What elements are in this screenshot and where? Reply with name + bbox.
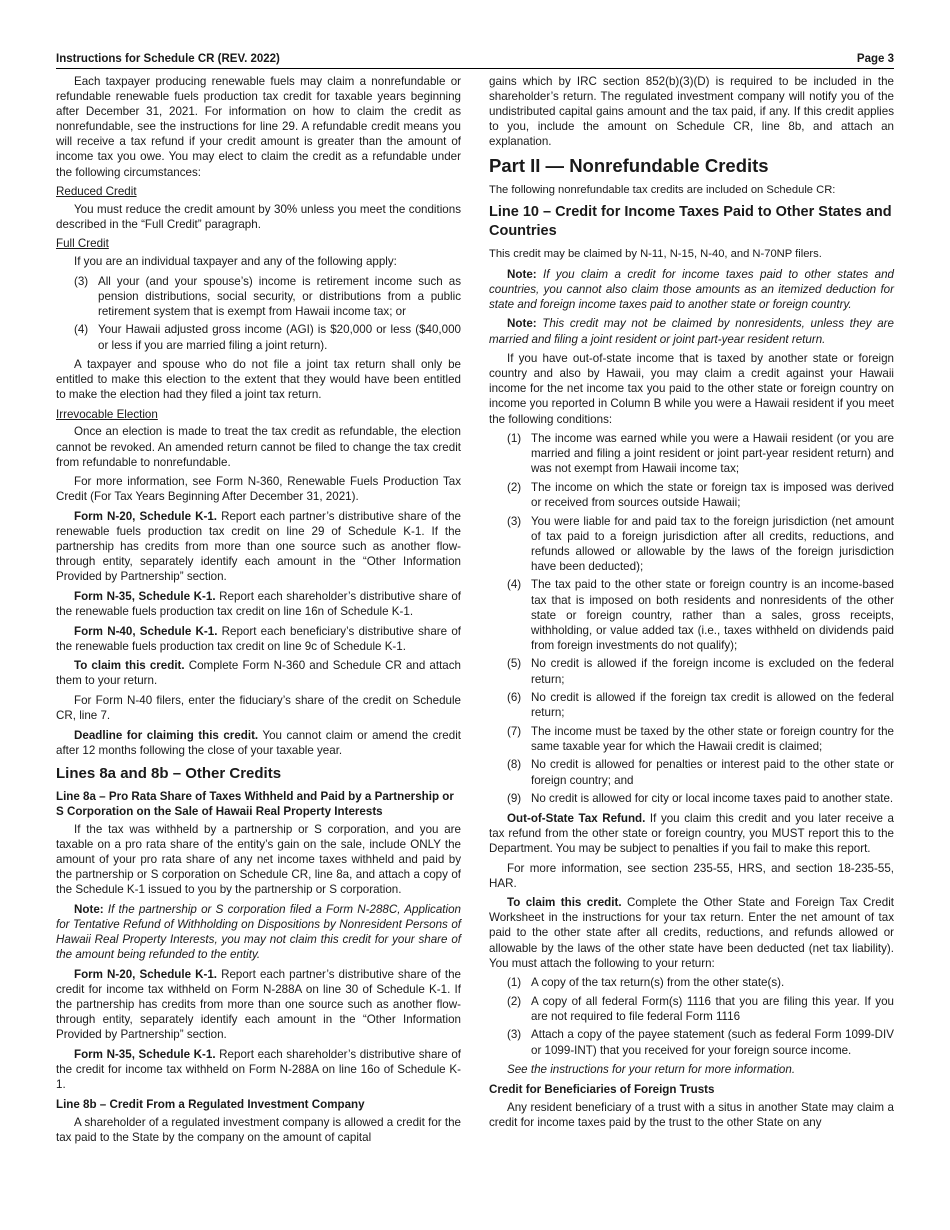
- left-column: [56, 74, 461, 1149]
- list-item: (2) A copy of all federal Form(s) 1116 that you are filing this year. If you are not required to file federal Form 1116: [507, 994, 894, 1023]
- list-item: (4) The tax paid to the other state or foreign country is an income-based tax that is imposed on both residents and nonresidents of the other state or foreign country, rather than a sales, gross receipts, withholding, or value added tax (i.e., taxes withheld on dividends paid from foreign investments do not qualify);: [507, 578, 894, 652]
- foreign-trusts-text: Any resident beneficiary of a trust with a situs in another State may claim a credit for income taxes paid by the trust to the other State on any: [489, 1100, 894, 1129]
- list-item: (2) The income on which the state or foreign tax is imposed was derived or received from sources outside Hawaii;: [507, 480, 894, 509]
- part-ii-intro: The following nonrefundable tax credits are included on Schedule CR:: [489, 184, 836, 197]
- line-10-note-2: Note: This credit may not be claimed by nonresidents, unless they are married and filing a joint resident or joint part-year resident return.: [489, 317, 894, 346]
- claim-credit-paragraph: To claim this credit. Complete Form N-360 and Schedule CR and attach them to your return.: [56, 659, 461, 688]
- reduced-credit-heading: Reduced Credit: [56, 185, 137, 199]
- line-8a-note: Note: If the partnership or S corporation filed a Form N-288C, Application for Tentative Refund of Withholding on Dispositions by Nonresident Persons of Hawaii Real Property Interests, you may not claim this credit for your share of the amount being refunded to the entity.: [56, 903, 461, 962]
- attachments-list: [489, 975, 894, 1057]
- list-item: (3) Attach a copy of the payee statement (such as federal Form 1099-DIV or 1099-INT) that you received for your foreign source income.: [507, 1028, 894, 1057]
- page-header: [56, 50, 894, 69]
- list-item: (1) A copy of the tax return(s) from the other state(s).: [507, 976, 785, 990]
- lines-8a-8b-heading: Lines 8a and 8b – Other Credits: [56, 764, 282, 782]
- renewable-fuels-intro: Each taxpayer producing renewable fuels may claim a nonrefundable or refundable renewable fuels production tax credit for taxable years beginning after December 31, 2021. For information on how to claim the credit as nonrefundable, see the instructions for line 29. A refundable credit means you will receive a tax refund if your credit amount is greater than the amount of income tax you owe. You may elect to claim the credit as a refundable under the following circumstances:: [56, 75, 461, 179]
- line-10-heading: Line 10 – Credit for Income Taxes Paid to Other States and Countries: [489, 204, 892, 240]
- n35-k1-withholding-paragraph: Form N-35, Schedule K-1. Report each shareholder’s distributive share of the credit for income tax withheld on Form N-288A on line 16o of Schedule K-1.: [56, 1047, 461, 1092]
- list-item: (4) Your Hawaii adjusted gross income (AGI) is $20,000 or less ($40,000 or less if you are married filing a joint return).: [74, 323, 461, 352]
- right-column: [489, 74, 894, 1135]
- list-item: (1) The income was earned while you were a Hawaii resident (or you are married and filing a joint resident or joint part-year resident return) and was not exempt from Hawaii income tax;: [507, 432, 894, 476]
- list-item: (6) No credit is allowed if the foreign tax credit is allowed on the federal return;: [507, 691, 894, 720]
- claim-line-10-paragraph: To claim this credit. Complete the Other State and Foreign Tax Credit Worksheet in the instructions for your tax return. Enter the net amount of tax paid to the other state after all credits, reductions, and refunds allowed or allowable by the laws of the other state have been deducted (net tax liability). You must attach the following to your return:: [489, 896, 894, 970]
- n35-k1-paragraph: Form N-35, Schedule K-1. Report each shareholder’s distributive share of the renewable fuels production tax credit on line 16n of Schedule K-1.: [56, 589, 461, 618]
- deadline-paragraph: Deadline for claiming this credit. You cannot claim or amend the credit after 12 months following the close of your taxable year.: [56, 728, 461, 757]
- full-credit-heading: Full Credit: [56, 237, 109, 251]
- foreign-trusts-heading: Credit for Beneficiaries of Foreign Trusts: [489, 1082, 715, 1096]
- irrevocable-election-text: Once an election is made to treat the tax credit as refundable, the election cannot be revoked. An amended return cannot be filed to change the tax credit from refundable to nonrefundable.: [56, 425, 461, 469]
- list-item: (3) You were liable for and paid tax to the foreign jurisdiction (net amount of tax paid to a foreign jurisdiction after all credits, reductions, and refunds allowed or allowable by the laws of the foreign jurisdiction have been deducted);: [507, 514, 894, 573]
- n40-k1-paragraph: Form N-40, Schedule K-1. Report each beneficiary’s distributive share of the renewable fuels production tax credit on line 9c of Schedule K-1.: [56, 624, 461, 653]
- line-10-note-1: Note: If you claim a credit for income taxes paid to other states and countries, you cannot also claim those amounts as an itemized deduction for state and foreign income taxes paid to another state or foreign country.: [489, 267, 894, 311]
- line-8b-text: A shareholder of a regulated investment company is allowed a credit for the tax paid to the State by the company on the amount of capital: [56, 1115, 461, 1144]
- fiduciary-share-text: For Form N-40 filers, enter the fiduciary’s share of the credit on Schedule CR, line 7.: [56, 693, 461, 723]
- page-number: Page 3: [856, 53, 894, 65]
- more-info-text: For more information, see Form N-360, Renewable Fuels Production Tax Credit (For Tax Years Beginning After December 31, 2021).: [56, 475, 461, 504]
- line-8a-text: If the tax was withheld by a partnership or S corporation, and you are taxable on a pro rata share of the entity’s gain on the sale, include ONLY the amount of your pro rata share of any net income taxes withheld and paid by the partnership or S corporation on Schedule CR, line 8a, and attach a copy of the Schedule K-1 issued to you by the partnership or S corporation.: [56, 823, 461, 897]
- out-of-state-income-text: If you have out-of-state income that is taxed by another state or foreign country and also by Hawaii, you may claim a credit against your Hawaii income for the net income tax you paid to the other state or foreign country on income you reported in Column B while you were a Hawaii resident if you meet the following conditions:: [489, 352, 894, 426]
- irrevocable-election-heading: Irrevocable Election: [56, 407, 158, 421]
- joint-return-text: A taxpayer and spouse who do not file a joint tax return shall only be entitled to make this election to the extent that they would have been entitled to make the election had they filed a joint tax return.: [56, 358, 461, 402]
- list-item: (5) No credit is allowed if the foreign income is excluded on the federal return;: [507, 657, 894, 686]
- list-item: (3) All your (and your spouse’s) income is retirement income such as pension distributions, social security, or distributions from a public retirement system that is exempt from Hawaii income tax; or: [74, 274, 461, 318]
- more-info-hrs-text: For more information, see section 235-55, HRS, and section 18-235-55, HAR.: [489, 861, 894, 890]
- full-credit-list: [56, 274, 461, 353]
- line-8b-heading: Line 8b – Credit From a Regulated Investment Company: [56, 1097, 365, 1111]
- reduced-credit-text: You must reduce the credit amount by 30% unless you meet the conditions described in the “Full Credit” paragraph.: [56, 202, 461, 231]
- line-8a-heading: Line 8a – Pro Rata Share of Taxes Withheld and Paid by a Partnership or S Corporation on the Sale of Hawaii Real Property Interests: [56, 789, 454, 818]
- full-credit-text: If you are an individual taxpayer and any of the following apply:: [74, 255, 397, 269]
- see-instructions-text: See the instructions for your return for more information.: [507, 1063, 796, 1077]
- list-item: (9) No credit is allowed for city or local income taxes paid to another state.: [507, 792, 894, 806]
- list-item: (7) The income must be taxed by the other state or foreign country for the same taxable year for which the Hawaii credit is claimed;: [507, 724, 894, 753]
- n20-k1-withholding-paragraph: Form N-20, Schedule K-1. Report each partner’s distributive share of the credit for income tax withheld on Form N-288A on line 30 of Schedule K-1. If the partnership has credits from more than one source such as another flow-through entity, separately identify each amount in the “Other Information Provided by Partnership” section.: [56, 967, 461, 1042]
- part-ii-heading: Part II — Nonrefundable Credits: [489, 155, 769, 177]
- conditions-list: [489, 431, 894, 806]
- n20-k1-paragraph: Form N-20, Schedule K-1. Report each partner’s distributive share of the renewable fuels production tax credit on line 29 of Schedule K-1. If the partnership has credits from more than one source such as another flow-through entity, separately identify each amount in the “Other Information Provided by Partnership” section.: [56, 509, 461, 584]
- line-8b-continued: gains which by IRC section 852(b)(3)(D) is required to be included in the shareholder’s return. The regulated investment company will notify you of the undistributed capital gains amount and the tax paid, if any. If this credit applies to you, include the amount on Schedule CR, line 8b, and attach an explanation.: [489, 75, 894, 149]
- document-title: Instructions for Schedule CR (REV. 2022): [56, 53, 280, 65]
- list-item: (8) No credit is allowed for penalties or interest paid to the other state or foreign country; and: [507, 758, 894, 787]
- line-10-intro: This credit may be claimed by N-11, N-15, N-40, and N-70NP filers.: [489, 248, 822, 261]
- out-of-state-refund-paragraph: Out-of-State Tax Refund. If you claim this credit and you later receive a tax refund from the other state or foreign country, you MUST report this to the Department. You may be subject to penalties if you fail to make this report.: [489, 811, 894, 855]
